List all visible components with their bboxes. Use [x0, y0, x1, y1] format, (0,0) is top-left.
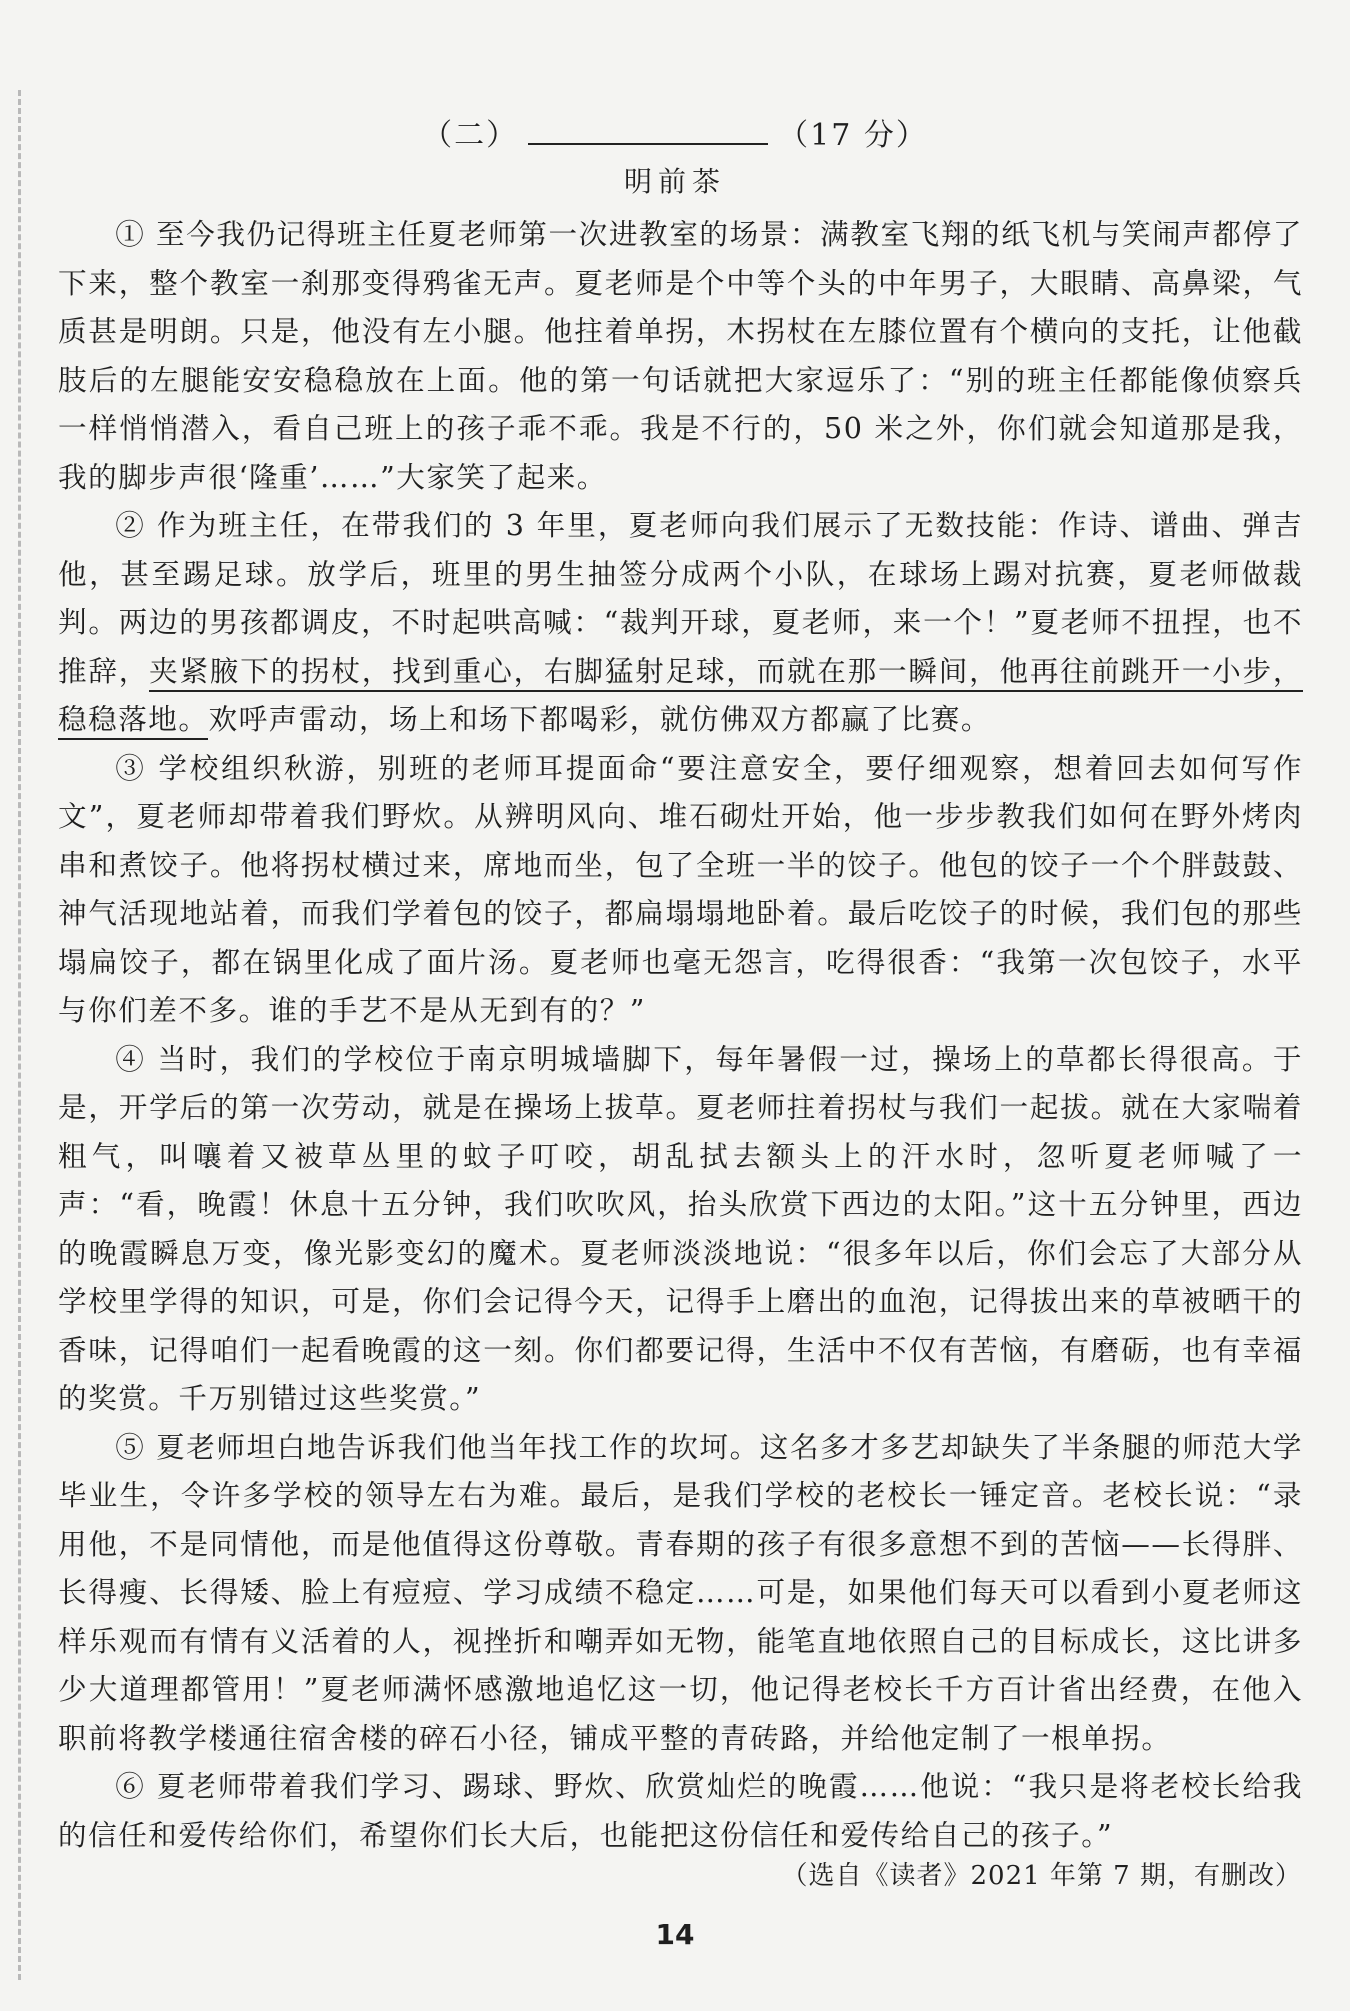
- answer-blank[interactable]: [528, 142, 768, 145]
- section-score: （17 分）: [778, 118, 928, 153]
- section-label: （二）: [422, 118, 519, 153]
- paragraph-1: [58, 210, 1303, 501]
- paragraph-text: ⑤ 夏老师坦白地告诉我们他当年找工作的坎坷。这名多才多艺却缺失了半条腿的师范大学毕业生，令许多学校的领导左右为难。最后，是我们学校的老校长一锤定音。老校长说：“录用他，不是同情他，而是他值得这份尊敬。青春期的孩子有很多意想不到的苦恼——长得胖、长得瘦、长得矮、脸上有痘痘、学习成绩不稳定……可是，如果他们每天可以看到小夏老师这样乐观而有情有义活着的人，视挫折和嘲弄如无物，能笔直地依照自己的目标成长，这比讲多少大道理都管用！”夏老师满怀感激地追忆这一切，他记得老校长千方百计省出经费，在他入职前将教学楼通往宿舍楼的碎石小径，铺成平整的青砖路，并给他定制了一根单拐。: [58, 1429, 1303, 1755]
- paragraph-text: ③ 学校组织秋游，别班的老师耳提面命“要注意安全，要仔细观察，想着回去如何写作文”，夏老师却带着我们野炊。从辨明风向、堆石砌灶开始，他一步步教我们如何在野外烤肉串和煮饺子。他将拐杖横过来，席地而坐，包了全班一半的饺子。他包的饺子一个个胖鼓鼓、神气活现地站着，而我们学着包的饺子，都扁塌塌地卧着。最后吃饺子的时候，我们包的那些塌扁饺子，都在锅里化成了面片汤。夏老师也毫无怨言，吃得很香：“我第一次包饺子，水平与你们差不多。谁的手艺不是从无到有的？”: [58, 750, 1303, 1027]
- paragraph-text: ④ 当时，我们的学校位于南京明城墙脚下，每年暑假一过，操场上的草都长得很高。于是，开学后的第一次劳动，就是在操场上拔草。夏老师拄着拐杖与我们一起拔。就在大家喘着粗气，叫嚷着又被草丛里的蚊子叮咬，胡乱拭去额头上的汗水时，忽听夏老师喊了一声：“看，晚霞！休息十五分钟，我们吹吹风，抬头欣赏下西边的太阳。”这十五分钟里，西边的晚霞瞬息万变，像光影变幻的魔术。夏老师淡淡地说：“很多年以后，你们会忘了大部分从学校里学得的知识，可是，你们会记得今天，记得手上磨出的血泡，记得拔出来的草被晒干的香味，记得咱们一起看晚霞的这一刻。你们都要记得，生活中不仅有苦恼，有磨砺，也有幸福的奖赏。千万别错过这些奖赏。”: [58, 1041, 1303, 1415]
- paragraph-text: ① 至今我仍记得班主任夏老师第一次进教室的场景：满教室飞翔的纸飞机与笑闹声都停了下来，整个教室一刹那变得鸦雀无声。夏老师是个中等个头的中年男子，大眼睛、高鼻梁，气质甚是明朗。只是，他没有左小腿。他拄着单拐，木拐杖在左膝位置有个横向的支托，让他截肢后的左腿能安安稳稳放在上面。他的第一句话就把大家逗乐了：“别的班主任都能像侦察兵一样悄悄潜入，看自己班上的孩子乖不乖。我是不行的，50 米之外，你们就会知道那是我，我的脚步声很‘隆重’……”大家笑了起来。: [58, 217, 1303, 494]
- paragraph-6: [58, 1762, 1303, 1859]
- paragraph-3: [58, 744, 1303, 1035]
- source-citation: （选自《读者》2021 年第 7 期，有删改）: [781, 1861, 1302, 1891]
- article-body: [58, 210, 1303, 1859]
- section-header: [0, 110, 1350, 154]
- binding-dashed-line: [18, 90, 21, 1980]
- underlined-sentence: 夹紧腋下的拐杖，找到重心，右脚猛射足球，而就在那一瞬间，他再往前跳开一小步，稳稳落地。: [58, 654, 1303, 741]
- article-title: 明前茶: [623, 165, 726, 198]
- paragraph-text: ② 作为班主任，在带我们的 3 年里，夏老师向我们展示了无数技能：作诗、谱曲、弹吉他，甚至踢足球。放学后，班里的男生抽签分成两个小队，在球场上踢对抗赛，夏老师做裁判。两边的男孩都调皮，不时起哄高喊：“裁判开球，夏老师，来一个！”夏老师不扭捏，也不推辞，: [58, 508, 1303, 688]
- paragraph-text: 欢呼声雷动，场上和场下都喝彩，就仿佛双方都赢了比赛。: [208, 702, 991, 736]
- paragraph-5: [58, 1423, 1303, 1763]
- paragraph-4: [58, 1035, 1303, 1423]
- paragraph-text: ⑥ 夏老师带着我们学习、踢球、野炊、欣赏灿烂的晚霞……他说：“我只是将老校长给我的信任和爱传给你们，希望你们长大后，也能把这份信任和爱传给自己的孩子。”: [58, 1769, 1303, 1852]
- paragraph-2: [58, 501, 1303, 744]
- page-number: 14: [655, 1918, 695, 1951]
